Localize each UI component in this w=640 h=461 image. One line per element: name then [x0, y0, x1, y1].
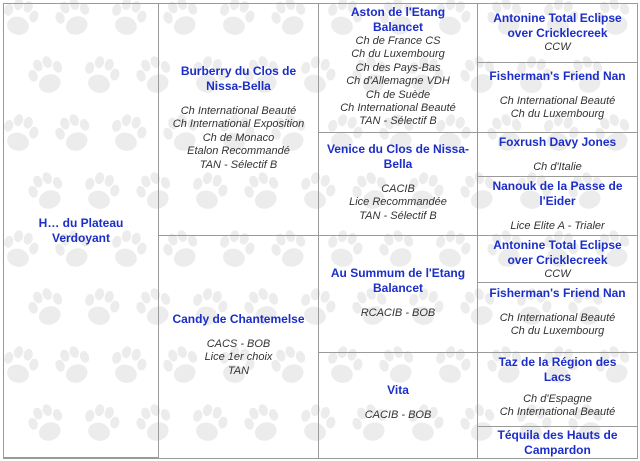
title-line: Ch International Exposition [172, 118, 305, 131]
pedigree-cell-dam [159, 236, 319, 458]
pedigree-cell-gen4 [478, 133, 637, 177]
dog-name-link[interactable]: Antonine Total Eclipse over Cricklecreek [493, 238, 622, 267]
title-line: Ch International Beauté [180, 105, 297, 117]
title-line: Ch des Pays-Bas [355, 61, 441, 74]
dog-name-link[interactable]: Foxrush Davy Jones [498, 135, 617, 149]
dog-name-link[interactable]: Burberry du Clos de Nissa-Bella [180, 64, 297, 93]
pedigree-cell-gen4 [478, 177, 637, 236]
dog-name-link[interactable]: Fisherman's Friend Nan [489, 286, 626, 300]
dog-name-link[interactable]: Nanouk de la Passe de l'Eider [492, 179, 623, 208]
title-line: CCW [544, 268, 571, 280]
pedigree-cell-gen4 [478, 353, 637, 427]
title-line: CCW [544, 41, 571, 53]
dog-name-link[interactable]: Aston de l'Etang Balancet [350, 5, 446, 34]
dog-name-link[interactable]: Au Summum de l'Etang Balancet [330, 266, 466, 295]
title-line: Ch de France CS [355, 35, 441, 47]
title-line: Ch International Beauté [499, 312, 616, 324]
dog-name-link[interactable]: Téquila des Hauts de Campardon [497, 428, 618, 457]
title-line: Etalon Recommandé [187, 145, 290, 158]
title-line: CACS - BOB [206, 338, 271, 350]
title-line: TAN - Sélectif B [359, 115, 437, 128]
dog-name-link[interactable]: Antonine Total Eclipse over Cricklecreek [493, 11, 622, 40]
title-line: Ch d'Italie [533, 161, 582, 173]
dog-name-link[interactable]: Taz de la Région des Lacs [498, 355, 617, 384]
title-line: RCACIB - BOB [360, 307, 436, 319]
title-line: Ch d'Allemagne VDH [346, 75, 450, 88]
pedigree-cell-gen4 [478, 236, 637, 283]
title-line: Lice Recommandée [349, 196, 447, 209]
title-line: Lice Elite A - Trialer [510, 220, 605, 232]
pedigree-cell-gen3 [319, 236, 478, 353]
pedigree-cell-gen3 [319, 4, 478, 133]
pedigree-cell-gen4 [478, 283, 637, 353]
title-line: TAN - Sélectif B [199, 158, 278, 171]
pedigree-cell-gen4 [478, 63, 637, 133]
dog-name-link[interactable]: Vita [387, 383, 409, 397]
title-line: Ch du Luxembourg [351, 48, 445, 61]
title-line: TAN [227, 364, 250, 377]
title-line: Ch de Suède [365, 88, 431, 101]
pedigree-cell-gen4 [478, 4, 637, 63]
title-line: Ch du Luxembourg [510, 325, 605, 338]
dog-name-link[interactable]: H… du Plateau Verdoyant [38, 215, 124, 245]
pedigree-cell-gen3 [319, 353, 478, 458]
dog-name-link[interactable]: Fisherman's Friend Nan [489, 69, 626, 83]
pedigree-cell-gen3 [319, 133, 478, 236]
pedigree-table [3, 3, 638, 459]
dog-name-link[interactable]: Candy de Chantemelse [172, 312, 305, 326]
title-line: Ch International Beauté [499, 95, 616, 107]
pedigree-cell-gen4 [478, 427, 637, 458]
title-line: CACIB [381, 183, 415, 195]
title-line: Ch International Beauté [340, 102, 456, 115]
title-line: Lice 1er choix [204, 351, 273, 364]
dog-name-link[interactable]: Venice du Clos de Nissa-Bella [326, 142, 470, 171]
title-line: Ch International Beauté [499, 406, 616, 419]
pedigree-cell-sire [159, 4, 319, 236]
title-line: CACIB - BOB [364, 409, 432, 421]
title-line: Ch de Monaco [202, 131, 275, 144]
title-line: Ch d'Espagne [523, 393, 592, 405]
pedigree-cell-gen1 [4, 4, 159, 458]
title-line: Ch du Luxembourg [510, 108, 605, 121]
title-line: TAN - Sélectif B [359, 209, 437, 222]
